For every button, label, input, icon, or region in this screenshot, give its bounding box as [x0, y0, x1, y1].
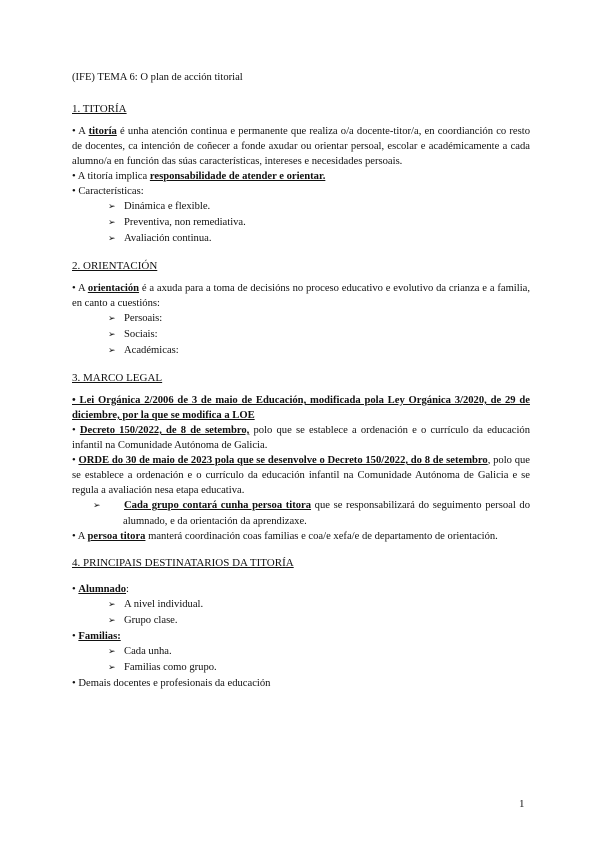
arrow-bullet-icon: ➢ — [108, 330, 116, 340]
arrow-bullet-icon: ➢ — [108, 234, 116, 244]
paragraph-titoria-implica: • A titoría implica responsabilidade de atender e orientar. — [72, 171, 326, 182]
law-reference-decreto: • Decreto 150/2022, de 8 de setembro, polo que se establece a ordenación e o currículo da educación infantil na Comunidade Autónoma de Galicia. — [72, 425, 531, 451]
list-item: ➢ Familias como grupo. — [72, 660, 530, 676]
list-item: ➢ A nivel individual. — [72, 597, 530, 613]
group-alumnado: • Alumnado: — [72, 584, 129, 595]
list-item: ➢ Académicas: — [72, 343, 530, 359]
group-familias: • Familias: — [72, 631, 121, 642]
term-orientacion: orientación — [87, 283, 140, 294]
section-heading-destinatarios: 4. PRINCIPAIS DESTINATARIOS DA TITORÍA — [72, 557, 294, 569]
arrow-bullet-icon: ➢ — [108, 314, 116, 324]
arrow-bullet-icon: ➢ — [108, 663, 116, 673]
paragraph-titoria-definition: • A titoría é unha atención continua e permanente que realiza o/a docente-titor/a, en coordianción co resto de docentes, ca intención de coñecer a fonde axudar ou orientar persoal, escolar e académicamente a cada alumno/a en función das súas características, intereses e necesidades persoais. — [72, 126, 530, 167]
paragraph-persoa-titora: • A persoa titora manterá coordinación coas familias e coa/e xefa/e de departamento de orientación. — [72, 531, 498, 542]
document-title: (IFE) TEMA 6: O plan de acción titorial — [72, 72, 243, 83]
section-heading-titoria: 1. TITORÍA — [72, 103, 127, 115]
list-item: ➢ Sociais: — [72, 327, 530, 343]
list-item: ➢ Avaliación continua. — [72, 231, 530, 247]
law-reference-loe: • Lei Orgánica 2/2006 de 3 de maio de Educación, modificada pola Ley Orgánica 3/2020, de 29 de diciembre, por la que se modifica a LOE — [72, 395, 530, 421]
arrow-bullet-icon: ➢ — [108, 218, 116, 228]
arrow-bullet-icon: ➢ — [108, 616, 116, 626]
term-titoria: titoría — [88, 126, 117, 137]
list-item: ➢ Grupo clase. — [72, 613, 530, 629]
section-heading-marco-legal: 3. MARCO LEGAL — [72, 372, 163, 384]
section-heading-orientacion: 2. ORIENTACIÓN — [72, 260, 158, 272]
arrow-bullet-icon: ➢ — [108, 600, 116, 610]
arrow-bullet-icon: ➢ — [93, 501, 101, 511]
term-responsabilidade: responsabilidade de atender e orientar. — [149, 171, 326, 182]
arrow-bullet-icon: ➢ — [108, 346, 116, 356]
list-item: ➢ Cada unha. — [72, 644, 530, 660]
paragraph-orientacion-definition: • A orientación é a axuda para a toma de decisións no proceso educativo e evolutivo da crianza e a familia, en canto a cuestións: — [72, 283, 530, 309]
arrow-bullet-icon: ➢ — [108, 202, 116, 212]
list-item: ➢ Persoais: — [72, 311, 530, 327]
arrow-bullet-icon: ➢ — [108, 647, 116, 657]
list-item-grupo-titora: ➢ Cada grupo contará cunha persoa titora que se responsabilizará do seguimento persoal do alumnado, e da orientación da aprendizaxe. — [93, 500, 530, 527]
paragraph-caracteristicas: • Características: — [72, 186, 144, 197]
page-number: 1 — [519, 798, 525, 810]
law-reference-orde: • ORDE do 30 de maio de 2023 pola que se desenvolve o Decreto 150/2022, do 8 de setembro, polo que se establece a ordenación e o currículo da educación infantil na Comunidade Autónoma de Galicia e se regula a avaliación nesa etapa educativa. — [72, 455, 531, 496]
document-page — [72, 70, 530, 691]
list-item: ➢ Dinámica e flexible. — [72, 199, 530, 215]
list-item: ➢ Preventiva, non remediativa. — [72, 215, 530, 231]
group-demais-docentes: • Demais docentes e profesionais da educación — [72, 678, 271, 689]
